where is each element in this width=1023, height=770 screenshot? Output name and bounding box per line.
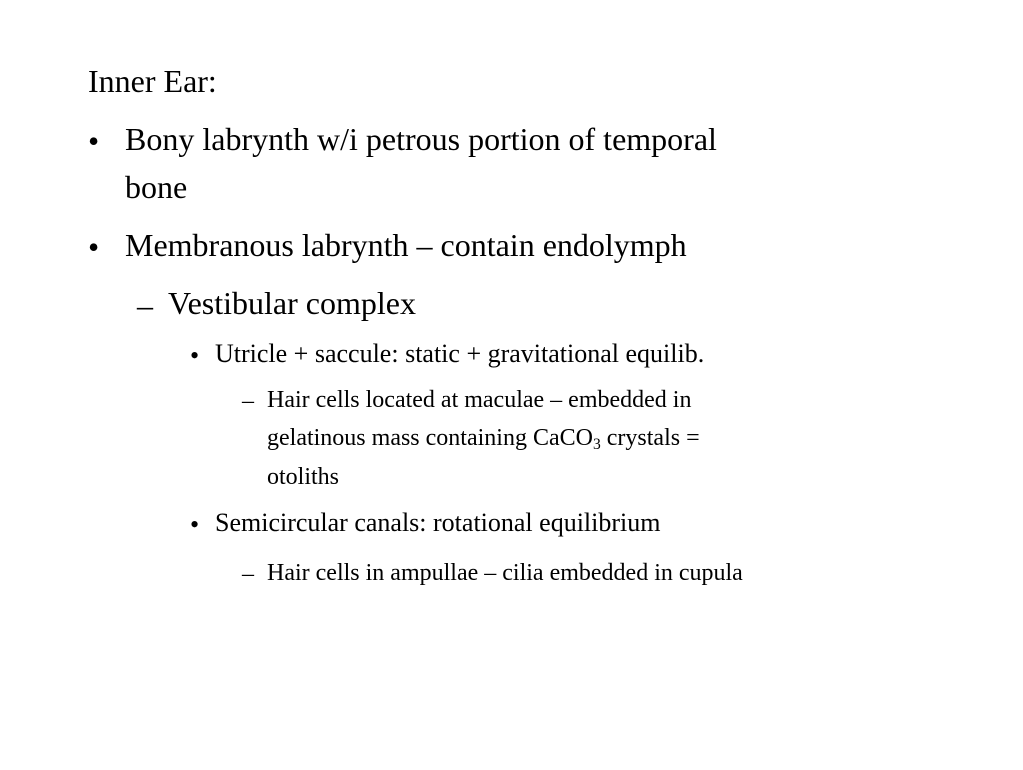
hair-cells-maculae-line2: gelatinous mass containing CaCO$_3$ crystals = (267, 425, 700, 453)
hair-cells-maculae-line3: otoliths (267, 464, 340, 490)
bullet-icon: • (88, 123, 100, 159)
bullet-icon: • (88, 229, 100, 265)
dash-icon: – (137, 287, 153, 323)
bony-labyrinth-line2: bone (125, 169, 188, 205)
bullet-icon: • (190, 510, 200, 539)
utricle-saccule: Utricle + saccule: static + gravitational equilib. (215, 339, 705, 368)
bullet-icon: • (190, 341, 200, 370)
semicircular-canals: Semicircular canals: rotational equilibrium (215, 508, 661, 537)
slide-heading: Inner Ear: (88, 63, 217, 99)
subscript-3: 3 (592, 435, 601, 453)
dash-icon: – (242, 388, 254, 414)
vestibular-complex: Vestibular complex (168, 285, 416, 321)
bony-labyrinth-line1: Bony labrynth w/i petrous portion of temporal (125, 121, 717, 157)
membranous-labyrinth: Membranous labrynth – contain endolymph (125, 227, 687, 263)
dash-icon: – (242, 561, 254, 587)
hair-cells-maculae-line1: Hair cells located at maculae – embedded in (267, 387, 692, 413)
hair-cells-ampullae: Hair cells in ampullae – cilia embedded in cupula (267, 560, 743, 586)
